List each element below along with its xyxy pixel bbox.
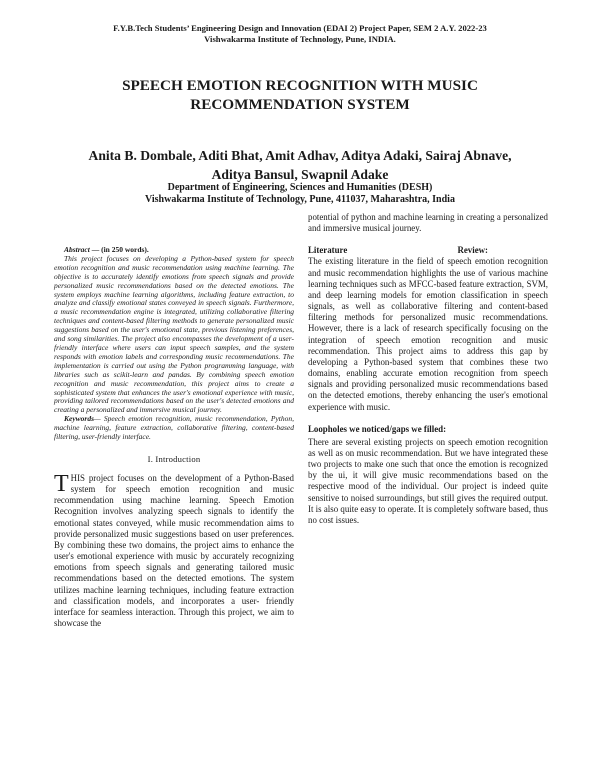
abstract-text: This project focuses on developing a Python-based system for speech emotion recognition and music recommendation using machine learning. The objective is to accurately identify emotions from speech signals and provide personalized music recommendations based on the detected emotions. The system employs machine learning algorithms, including feature extraction, to analyze and classify emotional states conveyed in speech signals. Furthermore, a music recommendation engine is integrated, utilizing collaborative filtering techniques and content-based filtering methods to generate personalized music suggestions based on the user's emotional state, previous listening preferences, and song similarities. The project also encompasses the development of a user-friendly interface where users can input speech samples, and the system responds with emotion labels and corresponding music recommendations. The implementation is carried out using the Python programming language, with libraries such as scikit-learn and pandas. By combining speech emotion recognition and music recommendation, this project aims to create a sophisticated system that enhances the user's emotional experience with music, providing tailored recommendations based on the user's detected emotions and creating a personalized and immersive musical journey. [54,253,294,415]
loopholes-heading [308,424,548,435]
review-word: Review: [457,245,488,256]
running-header-line2: Vishwakarma Institute of Technology, Pune, INDIA. [204,34,396,44]
keywords-block [54,415,294,442]
left-column [54,246,294,629]
introduction-paragraph [54,470,294,629]
introduction-text: HIS project focuses on the development of a Python-Based system for speech emotion recognition and music recommendation using machine learning. Speech Emotion Recognition involves analyzing speech signals to identify the emotional states conveyed, while music recommendation aims to provide personalized music suggestions based on user preferences. By combining these two domains, the project aims to enhance the user's emotional experience with music by accurately recognizing emotions from speech signals and generating tailored music recommendations based on the detected emotions. The system utilizes machine learning techniques, including feature extraction and classification models, and incorporates a user- friendly interface for seamless interaction. Through this project, we aim to showcase the [54,472,294,628]
introduction-dropcap: T [54,470,69,497]
loopholes-heading-text: Loopholes we noticed/gaps we filled: [308,423,447,434]
literature-review-text: The existing literature in the field of speech emotion recognition and music recommendation highlights the use of various machine learning techniques such as MFCC-based feature extraction, SVM, and deep learning models for emotion classification in speech signals, as well as collaborative filtering and content-based filtering methods for personalized music recommendations. However, there is a lack of research specifically focusing on the integration of speech emotion recognition and music recommendation. This project aims to address this gap by developing a Python-based system that combines these two domains, enabling accurate emotion recognition from speech signals and providing personalized music recommendations based on the detected emotions, thereby enhancing the user's emotional experience with music. [308,256,548,412]
abstract-word-count: (in 250 words). [101,245,149,254]
paper-title: SPEECH EMOTION RECOGNITION WITH MUSIC RECOMMENDATION SYSTEM [122,77,478,113]
affiliation-department: Department of Engineering, Sciences and Humanities (DESH) [167,182,433,193]
author-line-2: Aditya Bansul, Swapnil Adake [211,167,389,182]
introduction-heading: I. Introduction [147,453,201,464]
keywords-label: Keywords [64,414,94,424]
introduction-continuation: potential of python and machine learning in creating a personalized and immersive musical journey. [308,212,548,234]
author-list [50,146,550,184]
author-line-1: Anita B. Dombale, Aditi Bhat, Amit Adhav, Aditya Adaki, Sairaj Abnave, [88,148,512,163]
affiliation-institute: Vishwakarma Institute of Technology, Pune, 411037, Maharashtra, India [145,194,455,205]
abstract-label: Abstract [64,245,90,254]
running-header-line1: F.Y.B.Tech Students’ Engineering Design and Innovation (EDAI 2) Project Paper, SEM 2 A.Y. 2022-23 [113,23,487,33]
literature-review-heading [308,245,548,256]
right-column [308,212,548,526]
abstract-dash: — [89,245,102,254]
literature-word: Literature [308,245,348,256]
loopholes-text: There are several existing projects on speech emotion recognition as well as on music recommendation. But we have integrated these two projects to make one such that once the emotion is recognized by the ui, it will give music recommendations based on the respective mood of the individual. Our project is indeed quite sensitive to noised surroundings, but still gives the required output. It is also quite easy to operate. It is completely software based, thus no cost issues. [308,436,548,525]
keywords-text: — Speech emotion recognition, music recommendation, Python, machine learning, feature extraction, collaborative filtering, content-based filtering, user-friendly interface. [54,414,294,442]
abstract-block [54,246,294,415]
